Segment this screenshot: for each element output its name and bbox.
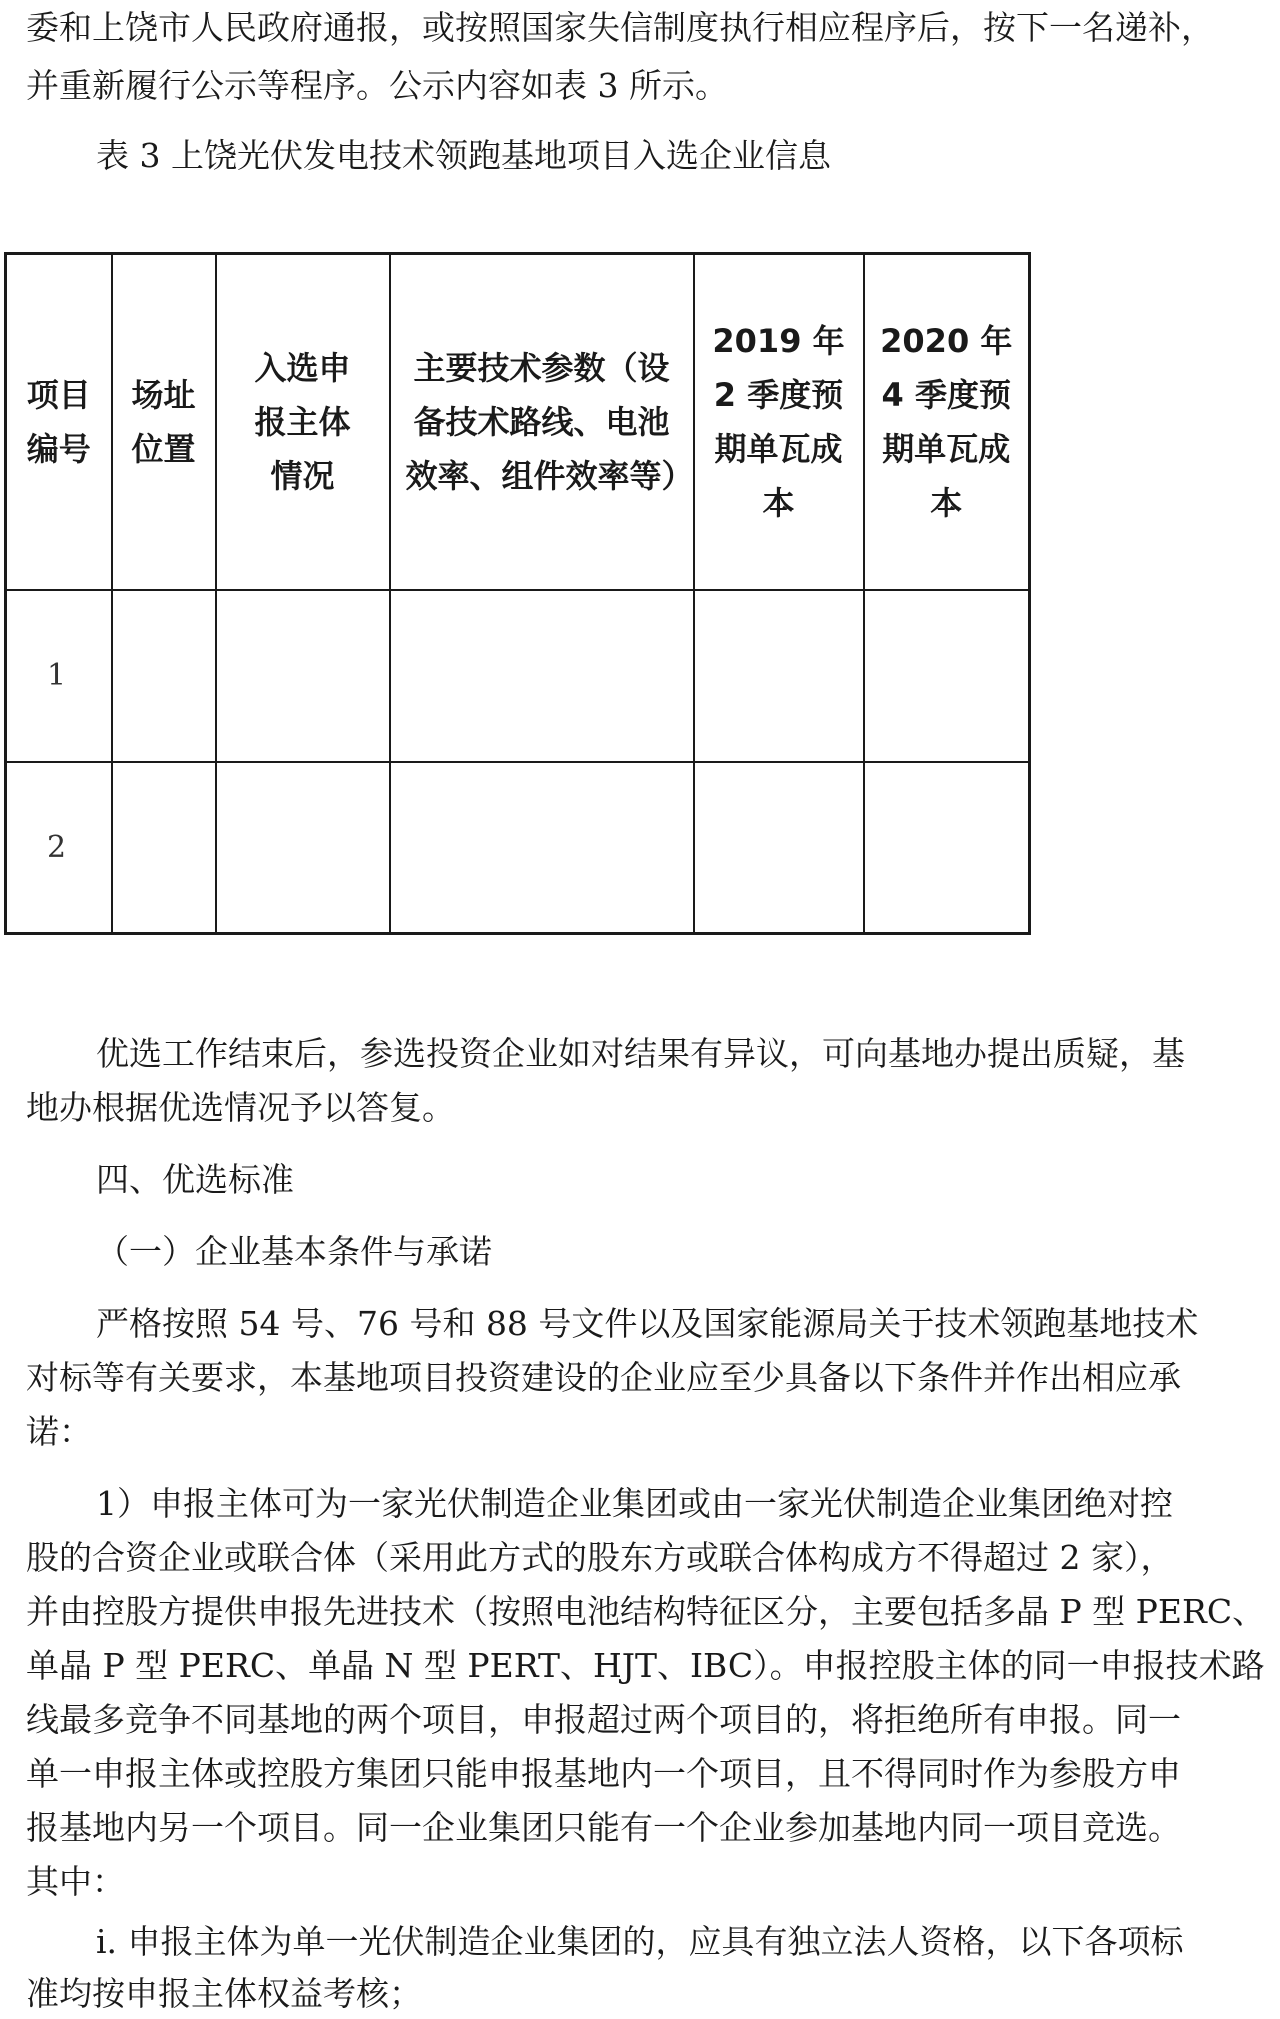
row-1-applicant xyxy=(216,590,390,762)
selected-enterprise-table xyxy=(4,252,1031,935)
header-site-location: 场址位置 xyxy=(112,254,216,590)
paragraph-4-line-6: 单一申报主体或控股方集团只能申报基地内一个项目，且不得同时作为参股方申 xyxy=(26,1754,1181,1793)
row-2-cost-2019 xyxy=(694,762,864,934)
header-cost-2019: 2019 年 2 季度预期单瓦成本 xyxy=(694,254,864,590)
row-1-cost-2020 xyxy=(864,590,1030,762)
paragraph-5-line-1: i. 申报主体为单一光伏制造企业集团的，应具有独立法人资格，以下各项标 xyxy=(96,1922,1184,1961)
table-row xyxy=(6,762,1030,934)
paragraph-5-line-2: 准均按申报主体权益考核； xyxy=(26,1974,422,2013)
paragraph-3-line-1: 严格按照 54 号、76 号和 88 号文件以及国家能源局关于技术领跑基地技术 xyxy=(96,1304,1199,1343)
row-2-site-location xyxy=(112,762,216,934)
row-2-tech-parameters xyxy=(390,762,694,934)
header-cost-2020: 2020 年 4 季度预期单瓦成本 xyxy=(864,254,1030,590)
table-caption: 表 3 上饶光伏发电技术领跑基地项目入选企业信息 xyxy=(96,136,831,175)
paragraph-3-line-2: 对标等有关要求，本基地项目投资建设的企业应至少具备以下条件并作出相应承 xyxy=(26,1358,1181,1397)
header-applicant-situation: 入选申报主体情况 xyxy=(216,254,390,590)
paragraph-4-line-8: 其中： xyxy=(26,1862,125,1901)
row-2-cost-2020 xyxy=(864,762,1030,934)
header-project-number: 项目编号 xyxy=(6,254,112,590)
table-row xyxy=(6,590,1030,762)
paragraph-1-line-2: 并重新履行公示等程序。公示内容如表 3 所示。 xyxy=(26,66,728,105)
row-1-project-number: 1 xyxy=(6,590,112,762)
paragraph-4-line-5: 线最多竞争不同基地的两个项目，申报超过两个项目的，将拒绝所有申报。同一 xyxy=(26,1700,1181,1739)
row-1-cost-2019 xyxy=(694,590,864,762)
paragraph-2-line-1: 优选工作结束后，参选投资企业如对结果有异议，可向基地办提出质疑，基 xyxy=(96,1034,1185,1073)
section-heading-4: 四、优选标准 xyxy=(96,1160,294,1199)
paragraph-2-line-2: 地办根据优选情况予以答复。 xyxy=(26,1088,455,1127)
paragraph-1-line-1: 委和上饶市人民政府通报，或按照国家失信制度执行相应程序后，按下一名递补， xyxy=(26,8,1214,47)
paragraph-4-line-7: 报基地内另一个项目。同一企业集团只能有一个企业参加基地内同一项目竞选。 xyxy=(26,1808,1181,1847)
header-tech-parameters: 主要技术参数（设备技术路线、电池效率、组件效率等） xyxy=(390,254,694,590)
paragraph-4-line-4: 单晶 P 型 PERC、单晶 N 型 PERT、HJT、IBC）。申报控股主体的同一申报技术路 xyxy=(26,1646,1265,1685)
paragraph-4-line-2: 股的合资企业或联合体（采用此方式的股东方或联合体构成方不得超过 2 家）， xyxy=(26,1538,1174,1577)
row-1-site-location xyxy=(112,590,216,762)
subsection-heading-1: （一）企业基本条件与承诺 xyxy=(96,1232,492,1271)
paragraph-4-line-1: 1）申报主体可为一家光伏制造企业集团或由一家光伏制造企业集团绝对控 xyxy=(96,1484,1173,1523)
paragraph-4-line-3: 并由控股方提供申报先进技术（按照电池结构特征区分，主要包括多晶 P 型 PERC、 xyxy=(26,1592,1266,1631)
paragraph-3-line-3: 诺： xyxy=(26,1412,92,1451)
row-2-applicant xyxy=(216,762,390,934)
row-1-tech-parameters xyxy=(390,590,694,762)
table-header-row xyxy=(6,254,1030,590)
row-2-project-number: 2 xyxy=(6,762,112,934)
